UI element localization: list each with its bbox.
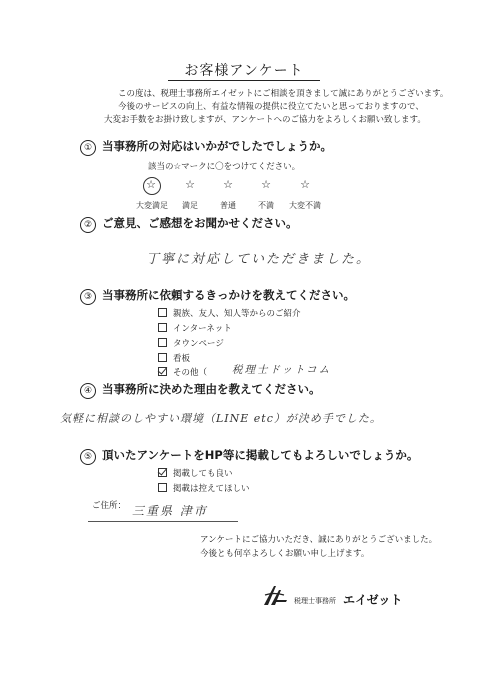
option-label: 掲載は控えてほしい	[173, 484, 250, 494]
option-label: タウンページ	[173, 339, 224, 349]
q3-option-other[interactable]	[158, 366, 207, 378]
question-2	[80, 215, 298, 233]
option-label: 親族、友人、知人等からのご紹介	[173, 309, 301, 319]
question-text: 頂いたアンケートをHP等に掲載してもよろしいでしょうか。	[102, 448, 419, 462]
q3-option[interactable]	[158, 352, 190, 364]
checkbox[interactable]	[158, 353, 167, 362]
star-icon[interactable]: ☆	[185, 178, 195, 191]
question-4	[80, 381, 321, 399]
question-text: ご意見、ご感想をお聞かせください。	[102, 216, 298, 230]
address-label: ご住所：	[92, 501, 127, 511]
option-label: 掲載しても良い	[173, 469, 233, 479]
question-1	[80, 138, 332, 156]
q5-option-agree[interactable]	[158, 467, 233, 479]
question-number: ①	[80, 140, 96, 156]
q5-option-decline[interactable]	[158, 482, 250, 494]
question-text: 当事務所に決めた理由を教えてください。	[102, 382, 321, 396]
q1-instruction: 該当の☆マークに〇をつけてください。	[148, 162, 301, 172]
star-icon[interactable]: ☆	[261, 178, 271, 191]
rating-label: 大変不満	[289, 201, 321, 210]
title-underline	[168, 80, 320, 81]
option-label: インターネット	[173, 324, 232, 334]
star-icon[interactable]: ☆	[146, 178, 156, 191]
rating-label: 満足	[182, 201, 198, 210]
question-number: ④	[80, 383, 96, 399]
rating-label: 大変満足	[136, 201, 168, 210]
address-underline	[88, 521, 238, 522]
question-number: ⑤	[80, 449, 96, 465]
firm-type: 税理士事務所	[294, 597, 336, 605]
star-icon[interactable]: ☆	[223, 178, 233, 191]
intro-line-3: 大変お手数をお掛け致しますが、アンケートへのご協力をよろしくお願い致します。	[104, 115, 426, 125]
question-5	[80, 447, 418, 465]
checkbox[interactable]	[158, 483, 167, 492]
checkbox[interactable]	[158, 308, 167, 317]
rating-label: 不満	[258, 201, 274, 210]
address-value: 三重県 津市	[132, 504, 208, 518]
closing-line-2: 今後とも何卒よろしくお願い申し上げます。	[200, 549, 370, 559]
checkbox[interactable]	[158, 323, 167, 332]
q3-option[interactable]	[158, 307, 301, 319]
q3-option[interactable]	[158, 322, 232, 334]
checkbox-checked[interactable]	[158, 468, 167, 477]
question-3	[80, 287, 355, 305]
question-text: 当事務所の対応はいかがでしたでしょうか。	[102, 139, 332, 153]
q4-answer: 気軽に相談のしやすい環境（LINE etc）が決め手でした。	[60, 412, 382, 425]
firm-logo-icon	[262, 583, 288, 607]
checkbox[interactable]	[158, 338, 167, 347]
closing-line-1: アンケートにご協力いただき、誠にありがとうございました。	[200, 535, 438, 545]
option-label: 看板	[173, 354, 191, 364]
checkbox-checked[interactable]	[158, 367, 167, 376]
question-text: 当事務所に依頼するきっかけを教えてください。	[102, 288, 355, 302]
q2-answer: 丁寧に対応していただきました。	[146, 252, 372, 267]
question-number: ③	[80, 289, 96, 305]
q3-other-answer: 税理士ドットコム	[232, 364, 332, 376]
star-icon[interactable]: ☆	[300, 178, 310, 191]
intro-line-1: この度は、税理士事務所エイゼットにご相談を頂きまして誠にありがとうございます。	[118, 89, 449, 99]
rating-label: 普通	[220, 201, 236, 210]
q3-option[interactable]	[158, 337, 224, 349]
question-number: ②	[80, 217, 96, 233]
survey-title: お客様アンケート	[184, 63, 304, 79]
option-label: その他（	[173, 368, 208, 378]
firm-name: エイゼット	[343, 593, 403, 607]
intro-line-2: 今後のサービスの向上、有益な情報の提供に役立てたいと思っておりますので、	[118, 102, 424, 112]
